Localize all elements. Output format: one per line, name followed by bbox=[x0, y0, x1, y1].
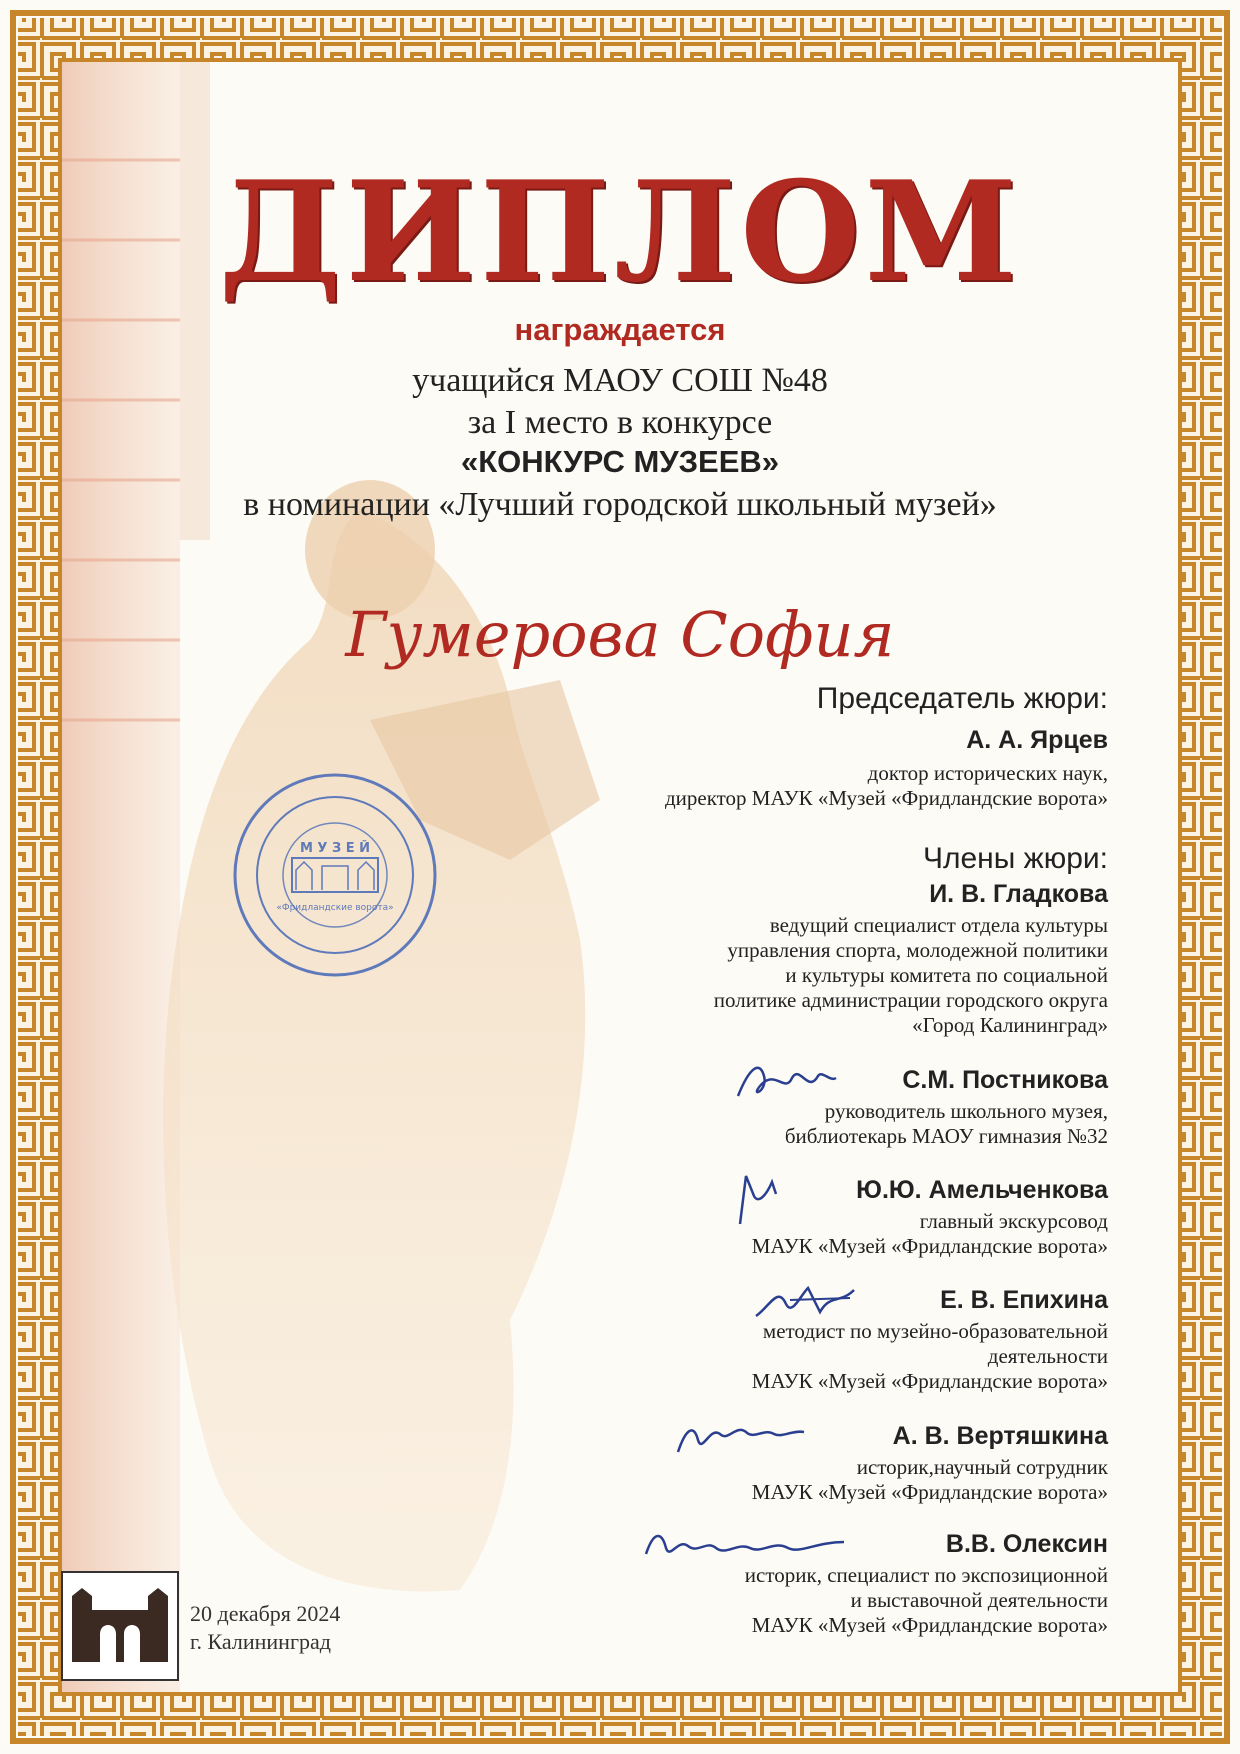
member-name: А. В. Вертяшкина bbox=[892, 1422, 1108, 1450]
member-desc: деятельности bbox=[987, 1344, 1108, 1368]
member-desc: политике администрации городского округа bbox=[713, 988, 1108, 1012]
diploma-date: 20 декабря 2024 bbox=[190, 1601, 341, 1626]
chair-desc-1: доктор исторических наук, bbox=[867, 761, 1108, 785]
diploma-city: г. Калининград bbox=[190, 1629, 331, 1654]
member-desc: историк, специалист по экспозиционной bbox=[744, 1563, 1108, 1587]
member-desc: главный экскурсовод bbox=[919, 1209, 1108, 1233]
member-desc: МАУК «Музей «Фридландские ворота» bbox=[751, 1613, 1108, 1637]
signature-epikhina bbox=[750, 1276, 860, 1331]
awarded-label: награждается bbox=[514, 312, 726, 347]
jury-chair-block bbox=[408, 682, 1108, 811]
signature-vertyashkina bbox=[670, 1410, 810, 1460]
contest-name: «КОНКУРС МУЗЕЕВ» bbox=[460, 444, 780, 479]
footer-date-city bbox=[190, 1600, 340, 1656]
member-desc: управления спорта, молодежной политики bbox=[727, 938, 1108, 962]
place-line: за I место в конкурсе bbox=[467, 404, 773, 441]
svg-text:«Фридландские ворота»: «Фридландские ворота» bbox=[276, 903, 394, 913]
member-desc: методист по музейно-образовательной bbox=[762, 1319, 1108, 1343]
member-desc: ведущий специалист отдела культуры bbox=[769, 913, 1108, 937]
svg-text:М У З Е Й: М У З Е Й bbox=[299, 841, 371, 856]
member-desc: и выставочной деятельности bbox=[850, 1588, 1108, 1612]
member-desc: руководитель школьного музея, bbox=[824, 1099, 1108, 1123]
signature-amelchenkova bbox=[720, 1166, 800, 1226]
member-desc: МАУК «Музей «Фридландские ворота» bbox=[751, 1369, 1108, 1393]
member-desc: историк,научный сотрудник bbox=[856, 1455, 1108, 1479]
member-name: С.М. Постникова bbox=[902, 1066, 1108, 1094]
chair-desc-2: директор МАУК «Музей «Фридландские ворота» bbox=[664, 786, 1108, 810]
member-desc: библиотекарь МАОУ гимназия №32 bbox=[784, 1124, 1108, 1148]
chair-heading: Председатель жюри: bbox=[816, 682, 1108, 715]
member-desc: МАУК «Музей «Фридландские ворота» bbox=[751, 1480, 1108, 1504]
museum-stamp bbox=[230, 770, 440, 980]
chair-name: А. А. Ярцев bbox=[966, 726, 1108, 754]
jury-member-block bbox=[408, 842, 1108, 1038]
recipient-name: Гумерова София bbox=[345, 598, 895, 671]
museum-logo bbox=[60, 1570, 180, 1682]
members-heading: Члены жюри: bbox=[923, 842, 1108, 875]
recipient-org: учащийся МАОУ СОШ №48 bbox=[412, 362, 828, 399]
nomination-line: в номинации «Лучший городской школьный музей» bbox=[243, 486, 997, 523]
signature-postnikova bbox=[730, 1056, 840, 1106]
member-name: Ю.Ю. Амельченкова bbox=[856, 1176, 1108, 1204]
member-desc: и культуры комитета по социальной bbox=[785, 963, 1108, 987]
member-desc: «Город Калининград» bbox=[912, 1013, 1108, 1037]
diploma-title: ДИПЛОМ bbox=[218, 150, 1022, 313]
member-desc: МАУК «Музей «Фридландские ворота» bbox=[751, 1234, 1108, 1258]
signature-oleksin bbox=[640, 1520, 850, 1570]
member-name: В.В. Олексин bbox=[945, 1530, 1108, 1558]
member-name: Е. В. Епихина bbox=[940, 1286, 1108, 1314]
member-name: И. В. Гладкова bbox=[929, 880, 1108, 908]
